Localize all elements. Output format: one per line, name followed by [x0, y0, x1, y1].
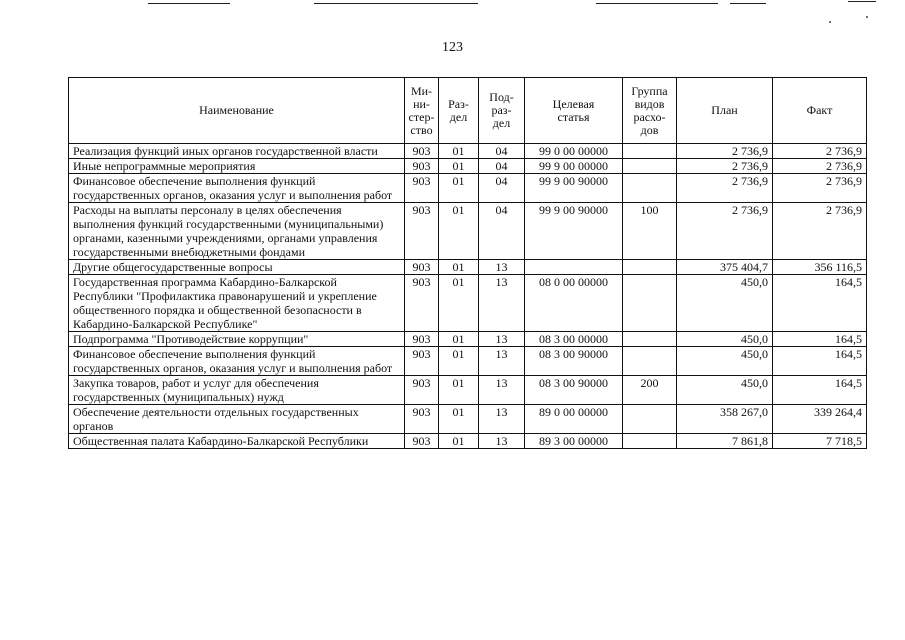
- row-plan: 7 861,8: [677, 434, 773, 449]
- row-target: 08 3 00 90000: [525, 347, 623, 376]
- row-name: Финансовое обеспечение выполнения функций государственных органов, оказания услуг и выполнения работ: [69, 347, 405, 376]
- header-rule-1: [148, 3, 230, 4]
- header-target-line: статья: [557, 109, 590, 124]
- row-group: [623, 332, 677, 347]
- row-section: 01: [439, 405, 479, 434]
- header-subsection: [479, 78, 525, 144]
- row-name: Государственная программа Кабардино-Балкарской Республики "Профилактика правонарушений и укрепление общественного порядка и общественной безопасности в Кабардино-Балкарской Республике": [69, 275, 405, 332]
- header-rule-3: [596, 3, 718, 4]
- page-number: 123: [442, 40, 463, 55]
- row-ministry: 903: [405, 260, 439, 275]
- header-subsection-line: дел: [492, 116, 511, 130]
- row-fact: 339 264,4: [773, 405, 867, 434]
- table-row: [69, 434, 867, 449]
- row-name: Подпрограмма "Противодействие коррупции": [69, 332, 405, 347]
- row-target: 99 9 00 00000: [525, 159, 623, 174]
- row-group: [623, 144, 677, 159]
- row-plan: 2 736,9: [677, 159, 773, 174]
- table-row: [69, 347, 867, 376]
- row-subsection: 04: [479, 144, 525, 159]
- row-group: [623, 260, 677, 275]
- row-section: 01: [439, 159, 479, 174]
- header-expense-group-line: видов: [634, 96, 665, 111]
- table-row: [69, 159, 867, 174]
- row-ministry: 903: [405, 347, 439, 376]
- row-fact: 7 718,5: [773, 434, 867, 449]
- row-target: 08 0 00 00000: [525, 275, 623, 332]
- table-row: [69, 376, 867, 405]
- row-subsection: 13: [479, 376, 525, 405]
- row-ministry: 903: [405, 144, 439, 159]
- row-target: 89 0 00 00000: [525, 405, 623, 434]
- row-ministry: 903: [405, 203, 439, 260]
- row-ministry: 903: [405, 275, 439, 332]
- row-section: 01: [439, 260, 479, 275]
- row-subsection: 04: [479, 203, 525, 260]
- row-plan: 450,0: [677, 347, 773, 376]
- header-ministry-line: ни-: [413, 96, 430, 111]
- row-name: Финансовое обеспечение выполнения функций государственных органов, оказания услуг и выполнения работ: [69, 174, 405, 203]
- row-name: Закупка товаров, работ и услуг для обеспечения государственных (муниципальных) нужд: [69, 376, 405, 405]
- header-subsection-line: раз-: [491, 103, 512, 117]
- budget-table: [68, 77, 867, 449]
- header-section: [439, 78, 479, 144]
- header-fact: Факт: [773, 78, 867, 144]
- table-row: [69, 275, 867, 332]
- row-subsection: 04: [479, 159, 525, 174]
- row-fact: 2 736,9: [773, 144, 867, 159]
- header-rule-2: [314, 3, 478, 4]
- row-target: 99 0 00 00000: [525, 144, 623, 159]
- table-row: [69, 332, 867, 347]
- row-section: 01: [439, 376, 479, 405]
- header-expense-group-line: расхо-: [633, 109, 666, 124]
- row-plan: 375 404,7: [677, 260, 773, 275]
- scan-speck: [866, 16, 868, 18]
- header-name: Наименование: [69, 78, 405, 144]
- header-rule-4: [730, 3, 766, 4]
- header-subsection-line: Под-: [489, 90, 514, 104]
- row-section: 01: [439, 434, 479, 449]
- row-name: Реализация функций иных органов государственной власти: [69, 144, 405, 159]
- row-target: 08 3 00 90000: [525, 376, 623, 405]
- table-row: [69, 203, 867, 260]
- row-group: [623, 174, 677, 203]
- row-target: 08 3 00 00000: [525, 332, 623, 347]
- row-group: 200: [623, 376, 677, 405]
- row-name: Обеспечение деятельности отдельных государственных органов: [69, 405, 405, 434]
- row-plan: 2 736,9: [677, 203, 773, 260]
- header-section-line: Раз-: [448, 96, 469, 111]
- row-fact: 164,5: [773, 275, 867, 332]
- row-name: Другие общегосударственные вопросы: [69, 260, 405, 275]
- row-group: [623, 347, 677, 376]
- header-target-line: Целевая: [552, 96, 595, 111]
- header-expense-group-line: Группа: [631, 83, 668, 98]
- row-subsection: 13: [479, 275, 525, 332]
- table-header-row: [69, 78, 867, 144]
- row-subsection: 13: [479, 332, 525, 347]
- row-section: 01: [439, 347, 479, 376]
- row-group: [623, 434, 677, 449]
- row-ministry: 903: [405, 405, 439, 434]
- row-group: [623, 405, 677, 434]
- row-plan: 358 267,0: [677, 405, 773, 434]
- header-ministry: [405, 78, 439, 144]
- row-name: Общественная палата Кабардино-Балкарской Республики: [69, 434, 405, 449]
- row-subsection: 13: [479, 260, 525, 275]
- row-section: 01: [439, 332, 479, 347]
- row-group: [623, 275, 677, 332]
- table-row: [69, 174, 867, 203]
- row-fact: 164,5: [773, 347, 867, 376]
- row-plan: 2 736,9: [677, 144, 773, 159]
- table-row: [69, 144, 867, 159]
- row-ministry: 903: [405, 434, 439, 449]
- row-fact: 164,5: [773, 376, 867, 405]
- row-group: 100: [623, 203, 677, 260]
- row-ministry: 903: [405, 174, 439, 203]
- row-plan: 2 736,9: [677, 174, 773, 203]
- row-subsection: 04: [479, 174, 525, 203]
- header-ministry-line: ство: [410, 122, 433, 137]
- row-target: [525, 260, 623, 275]
- header-expense-group-line: дов: [640, 122, 659, 137]
- row-plan: 450,0: [677, 376, 773, 405]
- header-expense-group: [623, 78, 677, 144]
- row-ministry: 903: [405, 159, 439, 174]
- row-name: Иные непрограммные мероприятия: [69, 159, 405, 174]
- row-subsection: 13: [479, 434, 525, 449]
- row-fact: 356 116,5: [773, 260, 867, 275]
- row-fact: 2 736,9: [773, 174, 867, 203]
- header-ministry-line: стер-: [408, 109, 435, 124]
- row-fact: 2 736,9: [773, 159, 867, 174]
- row-target: 89 3 00 00000: [525, 434, 623, 449]
- row-section: 01: [439, 275, 479, 332]
- row-section: 01: [439, 203, 479, 260]
- row-ministry: 903: [405, 376, 439, 405]
- header-ministry-line: Ми-: [410, 83, 433, 98]
- row-fact: 164,5: [773, 332, 867, 347]
- row-plan: 450,0: [677, 275, 773, 332]
- table-row: [69, 405, 867, 434]
- row-group: [623, 159, 677, 174]
- row-subsection: 13: [479, 405, 525, 434]
- row-plan: 450,0: [677, 332, 773, 347]
- table-row: [69, 260, 867, 275]
- row-target: 99 9 00 90000: [525, 174, 623, 203]
- row-section: 01: [439, 144, 479, 159]
- row-subsection: 13: [479, 347, 525, 376]
- scan-speck: [829, 21, 831, 23]
- header-plan: План: [677, 78, 773, 144]
- row-fact: 2 736,9: [773, 203, 867, 260]
- row-ministry: 903: [405, 332, 439, 347]
- row-name: Расходы на выплаты персоналу в целях обеспечения выполнения функций государственными (муниципальными) органами, казенными учреждениями, органами управления государственными внебюджетными фондами: [69, 203, 405, 260]
- row-section: 01: [439, 174, 479, 203]
- header-rule-5: [848, 1, 876, 2]
- row-target: 99 9 00 90000: [525, 203, 623, 260]
- header-target: [525, 78, 623, 144]
- header-section-line: дел: [449, 109, 468, 124]
